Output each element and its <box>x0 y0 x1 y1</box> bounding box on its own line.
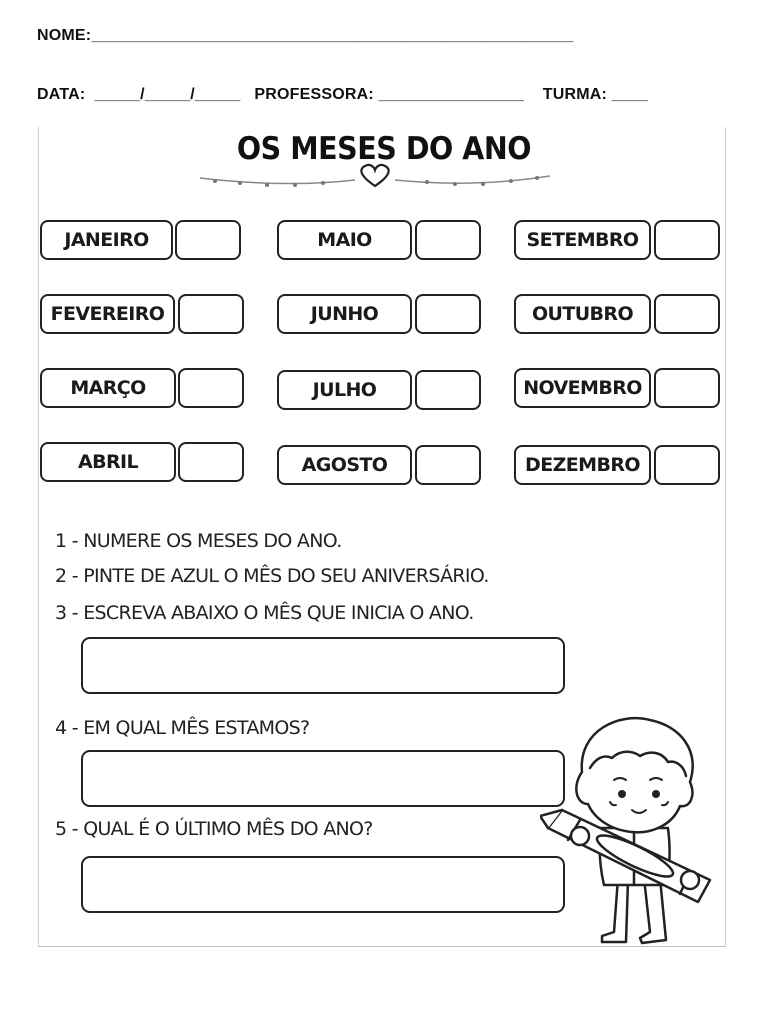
data-professora-turma-line[interactable]: DATA: _____/_____/_____ PROFESSORA: ________________ TURMA: ____ <box>37 86 649 103</box>
month-label-junho: JUNHO <box>277 294 412 334</box>
month-number-box-julho[interactable] <box>415 370 481 410</box>
month-label-maio: MAIO <box>277 220 412 260</box>
month-number-box-fevereiro[interactable] <box>178 294 244 334</box>
answer-box-4[interactable] <box>81 750 565 807</box>
month-label-fevereiro: FEVEREIRO <box>40 294 175 334</box>
month-number-box-abril[interactable] <box>178 442 244 482</box>
month-number-box-janeiro[interactable] <box>175 220 241 260</box>
nome-field-line[interactable]: NOME:_____________________________________________________ <box>37 27 574 44</box>
question-2: 2 - PINTE DE AZUL O MÊS DO SEU ANIVERSÁRIO. <box>55 565 489 587</box>
month-number-box-maio[interactable] <box>415 220 481 260</box>
month-label-agosto: AGOSTO <box>277 445 412 485</box>
worksheet-title: OS MESES DO ANO <box>236 131 532 167</box>
month-label-marco: MARÇO <box>40 368 176 408</box>
month-label-janeiro: JANEIRO <box>40 220 173 260</box>
month-number-box-agosto[interactable] <box>415 445 481 485</box>
question-5: 5 - QUAL É O ÚLTIMO MÊS DO ANO? <box>55 818 373 840</box>
month-label-abril: ABRIL <box>40 442 176 482</box>
month-label-julho: JULHO <box>277 370 412 410</box>
month-number-box-dezembro[interactable] <box>654 445 720 485</box>
month-label-novembro: NOVEMBRO <box>514 368 651 408</box>
answer-box-3[interactable] <box>81 637 565 694</box>
month-label-setembro: SETEMBRO <box>514 220 651 260</box>
month-label-outubro: OUTUBRO <box>514 294 651 334</box>
answer-box-5[interactable] <box>81 856 565 913</box>
month-number-box-marco[interactable] <box>178 368 244 408</box>
month-number-box-junho[interactable] <box>415 294 481 334</box>
month-label-dezembro: DEZEMBRO <box>514 445 651 485</box>
month-number-box-setembro[interactable] <box>654 220 720 260</box>
month-number-box-outubro[interactable] <box>654 294 720 334</box>
kid-with-crayon-icon <box>540 710 720 950</box>
heart-garland-icon <box>195 160 555 192</box>
question-4: 4 - EM QUAL MÊS ESTAMOS? <box>55 717 310 739</box>
question-3: 3 - ESCREVA ABAIXO O MÊS QUE INICIA O ANO. <box>55 602 474 624</box>
month-number-box-novembro[interactable] <box>654 368 720 408</box>
question-1: 1 - NUMERE OS MESES DO ANO. <box>55 530 342 552</box>
